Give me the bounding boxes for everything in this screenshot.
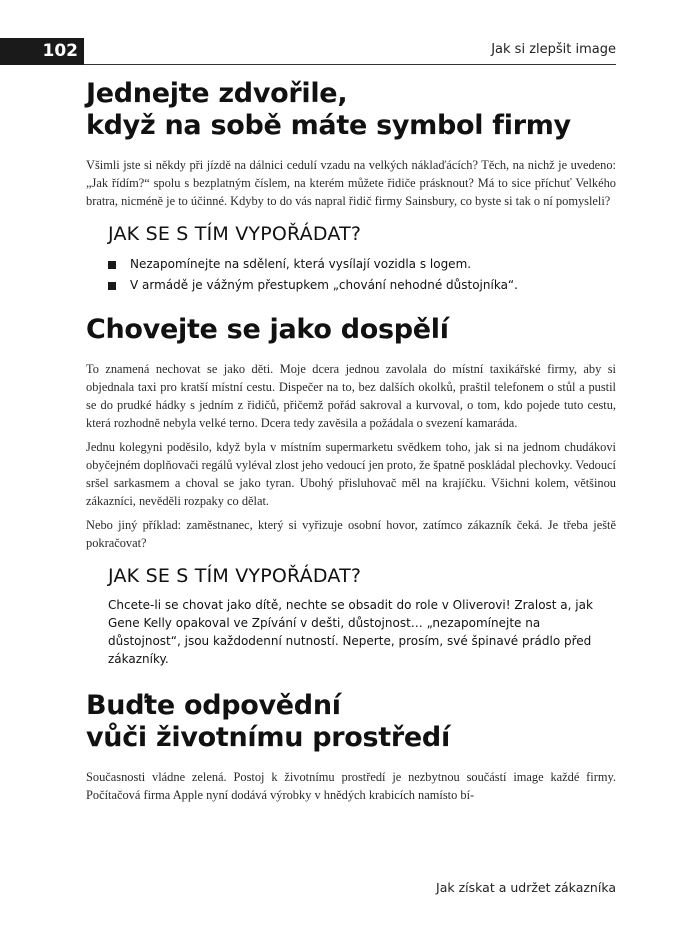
- running-title: Jak si zlepšit image: [491, 42, 616, 57]
- bullet-text: V armádě je vážným přestupkem „chování nehodné důstojníka“.: [130, 278, 518, 292]
- section-title-line: když na sobě máte symbol firmy: [86, 110, 571, 141]
- bullet-item: [108, 254, 616, 275]
- body-paragraph: Všimli jste si někdy při jízdě na dálnici cedulí vzadu na velkých náklaďácích? Těch, na nichž je uvedeno: „Jak řídím?“ spolu s bezplatným číslem, na kterém můžete řidiče prásknout? Má to sice příchuť Velkého bratra, nicméně je to účinné. Kdyby to do vás napral řidič firmy Sainsbury, co byste si tak o ní pomysleli?: [86, 158, 616, 208]
- square-bullet-icon: [108, 261, 116, 269]
- section-title-line: Chovejte se jako dospělí: [86, 314, 449, 345]
- body-paragraph: Současnosti vládne zelená. Postoj k životnímu prostředí je nezbytnou součástí image každé firmy. Počítačová firma Apple nyní dodává výrobky v hnědých krabicích namísto bí-: [86, 770, 616, 802]
- section-title-line: Jednejte zdvořile,: [86, 78, 348, 109]
- page-content: [86, 78, 616, 810]
- tip-paragraph: Chcete-li se chovat jako dítě, nechte se obsadit do role v Oliverovi! Zralost a, jak Gene Kelly opakoval ve Zpívání v dešti, důstojnost… „nezapomínejte na důstojnost“, jsou každodenní nutností. Neperte, prosím, své špinavé prádlo před zákazníky.: [108, 598, 593, 666]
- body-paragraph: To znamená nechovat se jako děti. Moje dcera jednou zavolala do místní taxikářské firmy, aby si objednala taxi pro kratší místní cestu. Dispečer na to, bez dalších okolků, praštil telefonem o stůl a pustil se do prudké hádky s jedním z řidičů, přičemž pořád sakroval a kurvoval, o tom, kdo pojede tuto cestu, která rozhodně nebyla velké terno. Dcera tedy zavěsila a požádala o svezení kamaráda.: [86, 362, 616, 430]
- square-bullet-icon: [108, 282, 116, 290]
- section-title-courtesy: [86, 78, 616, 142]
- body-paragraph: Nebo jiný příklad: zaměstnanec, který si vyřizuje osobní hovor, zatímco zákazník čeká. Je třeba ještě pokračovat?: [86, 518, 616, 550]
- section-title-line: vůči životnímu prostředí: [86, 722, 450, 753]
- section-title-adults: [86, 314, 616, 346]
- header-rule: [84, 64, 616, 65]
- section-title-environment: [86, 690, 616, 754]
- tip-heading: JAK SE S TÍM VYPOŘÁDAT?: [108, 565, 362, 587]
- body-paragraph: Jednu kolegyni poděsilo, když byla v místním supermarketu svědkem toho, jak si na jednom chudákovi obyčejném doplňovači regálů vyléval zlost jeho vedoucí jen proto, že špatně poskládal plechovky. Vedoucí sršel sarkasmem a choval se jako tyran. Ubohý přisluhovač měl na krajíčku. Všichni kolem, většinou zákazníci, nevěděli rozpaky co dělat.: [86, 440, 616, 508]
- bullet-text: Nezapomínejte na sdělení, která vysílají vozidla s logem.: [130, 257, 472, 271]
- bullet-item: [108, 275, 616, 296]
- tip-bullet-list: [108, 254, 616, 296]
- page-number: 102: [0, 38, 84, 65]
- tip-heading: JAK SE S TÍM VYPOŘÁDAT?: [108, 223, 362, 245]
- page-header: [0, 38, 700, 66]
- running-footer: Jak získat a udržet zákazníka: [436, 880, 616, 895]
- section-title-line: Buďte odpovědní: [86, 690, 341, 721]
